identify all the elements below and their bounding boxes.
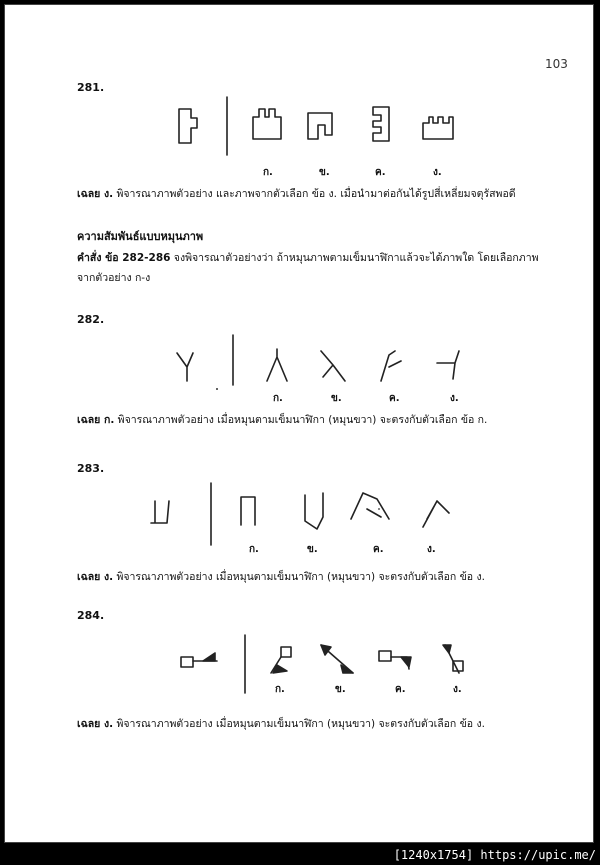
q284-option-c-triangle: [401, 657, 411, 667]
q281-option-c-shape: [373, 107, 389, 141]
q282-choice-c: ค.: [389, 393, 400, 404]
q284-choice-d: ง.: [453, 684, 462, 695]
q281-figures: [179, 97, 453, 155]
q284-option-a-square: [281, 647, 291, 657]
q283-choice-b: ข.: [307, 544, 318, 555]
q283-choice-d: ง.: [427, 544, 436, 555]
q282-example-shape: [177, 353, 193, 381]
q281-option-a-shape: [253, 109, 281, 139]
q282-option-c-shape: [381, 351, 401, 381]
section-title: ความสัมพันธ์แบบหมุนภาพ: [77, 230, 204, 243]
q282-choice-b: ข.: [331, 393, 342, 404]
scan-specks: [216, 388, 380, 510]
page-number: 103: [545, 57, 568, 71]
question-281-number: 281.: [77, 81, 105, 94]
footer-image-info: [1240x1754] https://upic.me/: [393, 848, 596, 862]
q284-option-c-square: [379, 651, 391, 661]
q283-choice-c: ค.: [373, 544, 384, 555]
document-page: [4, 4, 594, 843]
q281-example-shape: [179, 109, 197, 143]
q281-option-d-shape: [423, 117, 453, 139]
q281-choice-b: ข.: [319, 167, 330, 178]
q284-example-square: [181, 657, 193, 667]
q281-choice-c: ค.: [375, 167, 386, 178]
q284-example-triangle: [203, 653, 215, 661]
q281-choice-a: ก.: [263, 167, 273, 178]
q282-choice-d: ง.: [450, 393, 459, 404]
q283-choice-a: ก.: [249, 544, 259, 555]
q283-option-a-shape: [241, 497, 255, 525]
figure-drawings: [5, 5, 595, 844]
q282-answer: เฉลย ก. พิจารณาภาพตัวอย่าง เมื่อหมุนตามเข็มนาฬิกา (หมุนขวา) จะตรงกับตัวเลือก ข้อ ก.: [77, 414, 488, 426]
q284-option-d-triangle: [443, 645, 451, 653]
q282-choice-a: ก.: [273, 393, 283, 404]
q283-example-shape: [151, 501, 169, 523]
q284-figures: [181, 635, 463, 693]
q282-figures: [177, 335, 459, 385]
q284-choice-a: ก.: [275, 684, 285, 695]
question-283-number: 283.: [77, 462, 105, 475]
question-284-number: 284.: [77, 609, 105, 622]
q281-choice-d: ง.: [433, 167, 442, 178]
q283-answer: เฉลย ง. พิจารณาภาพตัวอย่าง เมื่อหมุนตามเข็มนาฬิกา (หมุนขวา) จะตรงกับตัวเลือก ข้อ ง.: [77, 571, 485, 583]
q282-option-a-shape: [267, 349, 287, 381]
q284-option-b-triangle-bottom: [341, 665, 353, 673]
q283-option-c-shape: [351, 493, 389, 519]
q281-option-b-shape: [308, 113, 332, 139]
scan-speck: [216, 388, 218, 390]
q281-answer: เฉลย ง. พิจารณาภาพตัวอย่าง และภาพจากตัวเลือก ข้อ ง. เมื่อนำมาต่อกันได้รูปสี่เหลี่ยมจตุรัสพอดี: [77, 188, 516, 200]
q284-answer: เฉลย ง. พิจารณาภาพตัวอย่าง เมื่อหมุนตามเข็มนาฬิกา (หมุนขวา) จะตรงกับตัวเลือก ข้อ ง.: [77, 718, 485, 730]
question-282-number: 282.: [77, 313, 105, 326]
q283-figures: [151, 483, 449, 545]
q282-option-d-shape: [437, 351, 459, 379]
section-instructions: คำสั่ง ข้อ 282-286 จงพิจารณาตัวอย่างว่า ถ้าหมุนภาพตามเข็มนาฬิกาแล้วจะได้ภาพใด โดยเลือกภาพจากตัวอย่าง ก-ง: [77, 252, 539, 284]
q283-option-d-shape: [423, 501, 449, 527]
q284-choice-c: ค.: [395, 684, 406, 695]
scan-speck: [378, 508, 380, 510]
q284-choice-b: ข.: [335, 684, 346, 695]
q283-option-b-shape: [305, 493, 323, 529]
q282-option-b-shape: [321, 351, 345, 381]
